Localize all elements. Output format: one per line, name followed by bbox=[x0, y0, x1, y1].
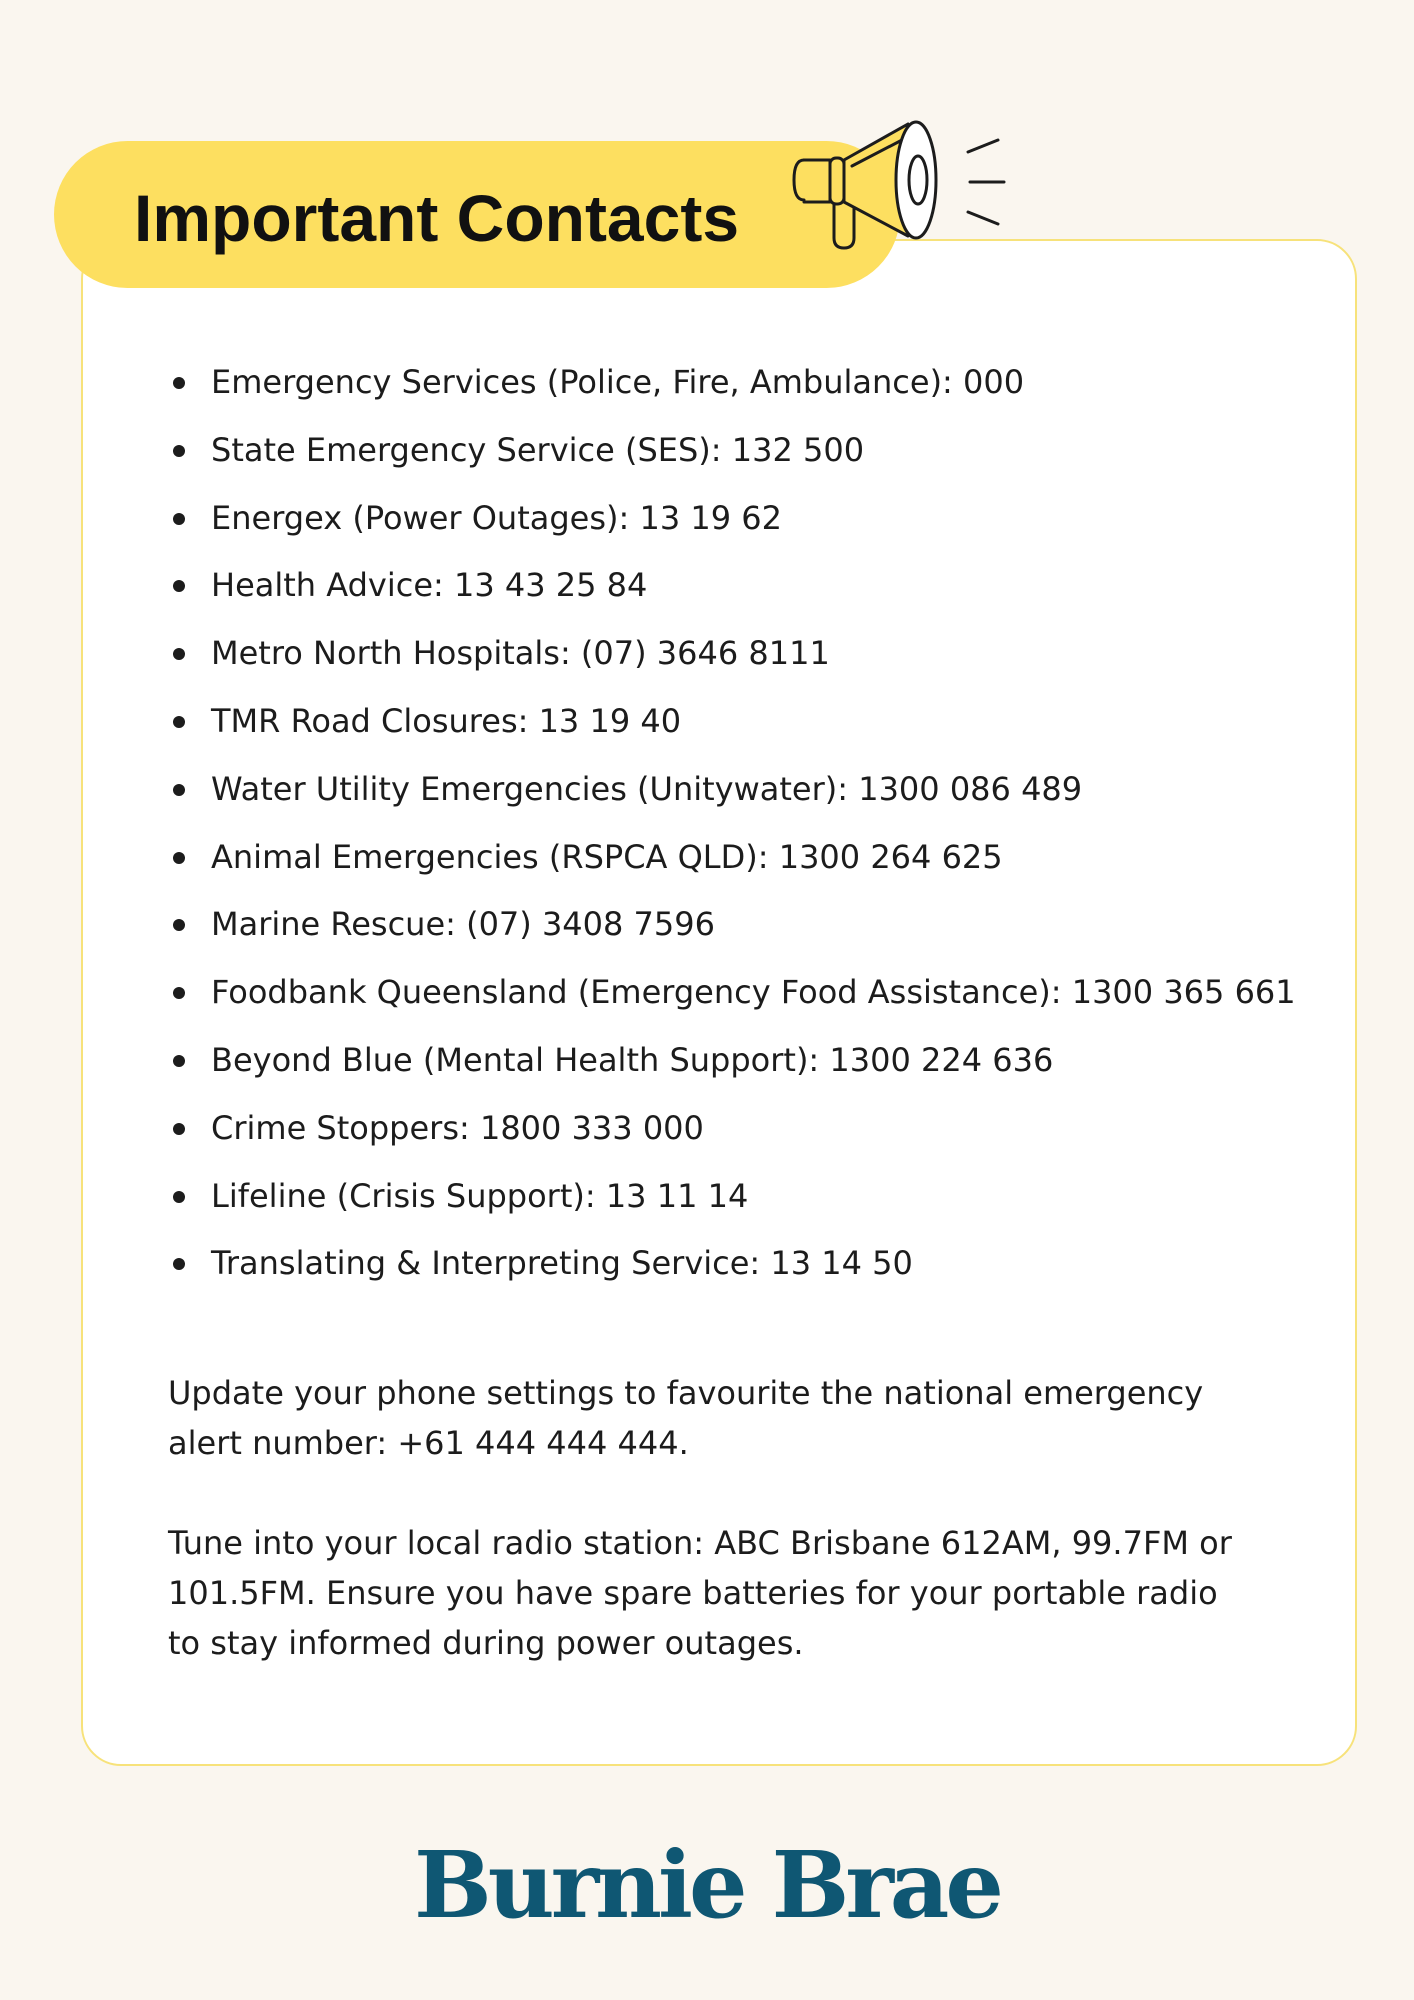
list-item bbox=[168, 485, 1296, 553]
bullet-icon bbox=[173, 580, 185, 592]
bullet-icon bbox=[173, 1258, 185, 1270]
contact-text: Translating & Interpreting Service: 13 14 50 bbox=[211, 1244, 913, 1283]
list-item bbox=[168, 824, 1296, 892]
list-item bbox=[168, 417, 1296, 485]
bullet-icon bbox=[173, 377, 185, 389]
bullet-icon bbox=[173, 1055, 185, 1067]
contact-text: Health Advice: 13 43 25 84 bbox=[211, 566, 648, 605]
list-item bbox=[168, 1027, 1296, 1095]
contact-text: Beyond Blue (Mental Health Support): 1300 224 636 bbox=[211, 1040, 1054, 1079]
contact-text: Lifeline (Crisis Support): 13 11 14 bbox=[211, 1176, 749, 1215]
list-item bbox=[168, 552, 1296, 620]
page-title: Important Contacts bbox=[134, 181, 740, 255]
contact-text: Crime Stoppers: 1800 333 000 bbox=[211, 1108, 704, 1147]
radio-note: Tune into your local radio station: ABC Brisbane 612AM, 99.7FM or 101.5FM. Ensure you have spare batteries for your portable radio to stay informed during power outages. bbox=[168, 1524, 1232, 1662]
contacts-list bbox=[168, 349, 1296, 1298]
bullet-icon bbox=[173, 852, 185, 864]
bullet-icon bbox=[173, 1191, 185, 1203]
contact-text: Water Utility Emergencies (Unitywater): 1300 086 489 bbox=[211, 769, 1083, 808]
bullet-icon bbox=[173, 1123, 185, 1135]
list-item bbox=[168, 688, 1296, 756]
bullet-icon bbox=[173, 716, 185, 728]
list-item bbox=[168, 620, 1296, 688]
contact-text: Animal Emergencies (RSPCA QLD): 1300 264 625 bbox=[211, 837, 1003, 876]
bullet-icon bbox=[173, 987, 185, 999]
list-item bbox=[168, 891, 1296, 959]
list-item bbox=[168, 1095, 1296, 1163]
list-item bbox=[168, 1163, 1296, 1231]
phone-alert-note: Update your phone settings to favourite the national emergency alert number: +61 444 444 444. bbox=[168, 1374, 1204, 1462]
list-item bbox=[168, 349, 1296, 417]
contact-text: TMR Road Closures: 13 19 40 bbox=[211, 701, 682, 740]
contact-text: Energex (Power Outages): 13 19 62 bbox=[211, 498, 782, 537]
bullet-icon bbox=[173, 919, 185, 931]
contact-text: State Emergency Service (SES): 132 500 bbox=[211, 430, 865, 469]
bullet-icon bbox=[173, 445, 185, 457]
list-item bbox=[168, 756, 1296, 824]
contact-text: Marine Rescue: (07) 3408 7596 bbox=[211, 905, 715, 944]
contact-text: Emergency Services (Police, Fire, Ambulance): 000 bbox=[211, 363, 1025, 401]
list-item bbox=[168, 1230, 1296, 1298]
bullet-icon bbox=[173, 513, 185, 525]
contact-text: Foodbank Queensland (Emergency Food Assistance): 1300 365 661 bbox=[211, 973, 1296, 1012]
megaphone-icon bbox=[790, 110, 1020, 260]
list-item bbox=[168, 959, 1296, 1027]
bullet-icon bbox=[173, 648, 185, 660]
brand-logo: Burnie Brae bbox=[414, 1831, 1000, 1939]
contact-text: Metro North Hospitals: (07) 3646 8111 bbox=[211, 634, 830, 673]
bullet-icon bbox=[173, 784, 185, 796]
